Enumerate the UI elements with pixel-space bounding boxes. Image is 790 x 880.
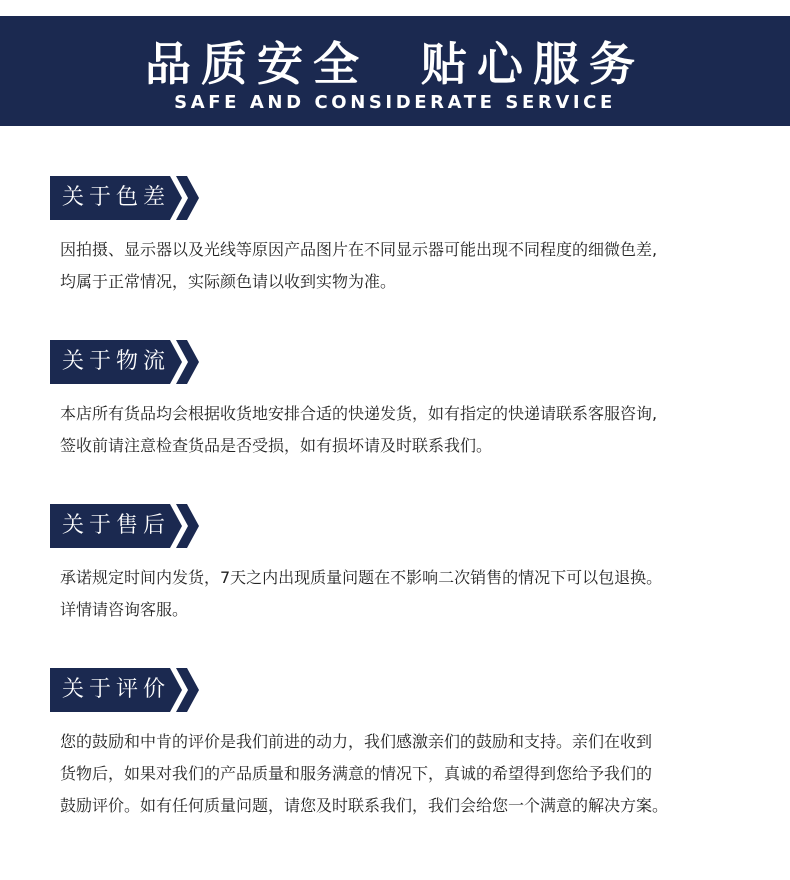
- section-body: [60, 562, 760, 626]
- section-title-tag: [50, 340, 200, 384]
- section-text-line: 承诺规定时间内发货，7天之内出现质量问题在不影响二次销售的情况下可以包退换。: [60, 568, 663, 587]
- section-body: [60, 726, 760, 822]
- section-text-line: 签收前请注意检查货品是否受损，如有损坏请及时联系我们。: [60, 436, 493, 455]
- section-title-tag: [50, 668, 200, 712]
- banner-subtitle: SAFE AND CONSIDERATE SERVICE: [174, 92, 616, 113]
- section-title: 关于色差: [62, 185, 171, 210]
- section-text-line: 均属于正常情况，实际颜色请以收到实物为准。: [60, 272, 397, 291]
- section-text-line: 您的鼓励和中肯的评价是我们前进的动力，我们感激亲们的鼓励和支持。亲们在收到: [60, 732, 653, 751]
- section-body: [60, 398, 760, 462]
- section-title: 关于物流: [62, 349, 171, 374]
- banner-title: 品质安全 贴心服务: [144, 37, 646, 91]
- section-title: 关于评价: [62, 677, 171, 702]
- section-title-tag: [50, 504, 200, 548]
- header-banner: [0, 16, 790, 126]
- section-text-line: 货物后，如果对我们的产品质量和服务满意的情况下，真诚的希望得到您给予我们的: [60, 764, 653, 783]
- section-text-line: 详情请咨询客服。: [60, 600, 189, 619]
- section-text-line: 因拍摄、显示器以及光线等原因产品图片在不同显示器可能出现不同程度的细微色差,: [60, 240, 658, 259]
- section-title: 关于售后: [62, 513, 171, 538]
- section-text-line: 本店所有货品均会根据收货地安排合适的快递发货，如有指定的快递请联系客服咨询,: [60, 404, 658, 423]
- section-title-tag: [50, 176, 200, 220]
- section-text-line: 鼓励评价。如有任何质量问题，请您及时联系我们，我们会给您一个满意的解决方案。: [60, 796, 669, 815]
- section-body: [60, 234, 760, 298]
